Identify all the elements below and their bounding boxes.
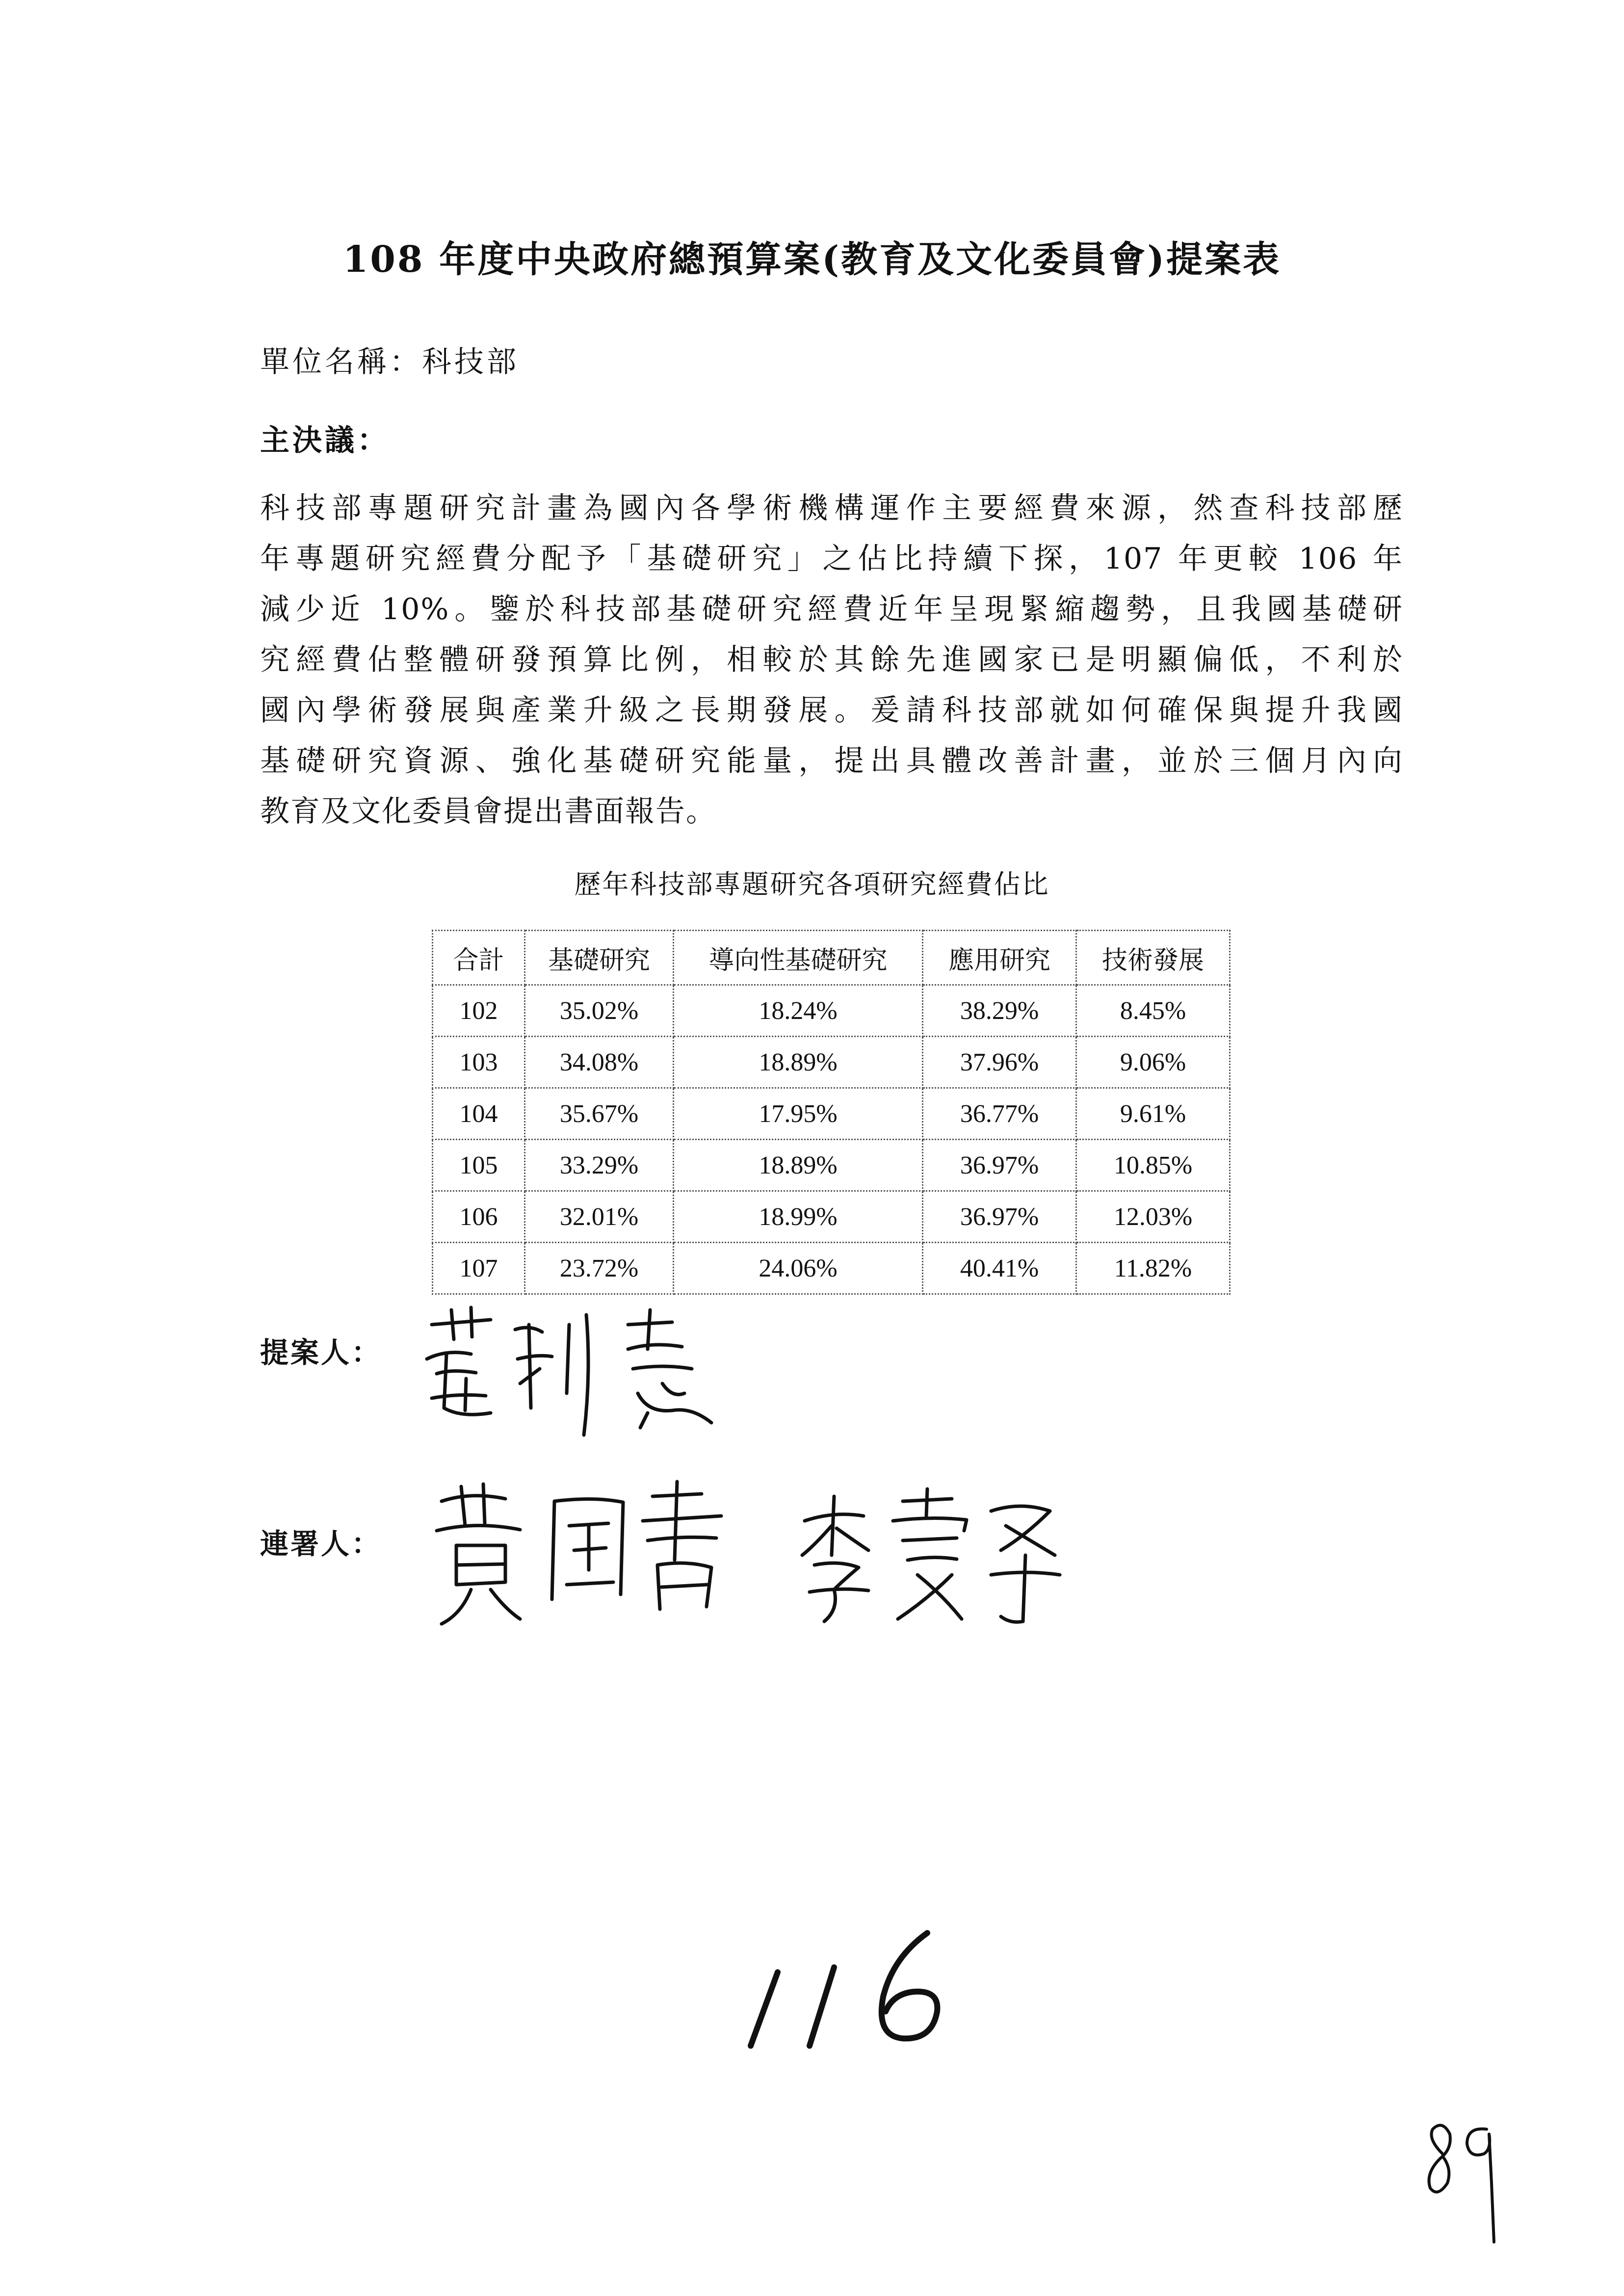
table-caption: 歷年科技部專題研究各項研究經費佔比 [574, 869, 1050, 900]
cosigner-signature-1 [427, 1472, 780, 1634]
table-header-row [433, 931, 1230, 985]
cosigner-signature-2 [795, 1482, 1070, 1629]
document-title: 108 年度中央政府總預算案(教育及文化委員會)提案表 [342, 238, 1282, 281]
table-cell: 9.06% [1076, 1037, 1230, 1088]
table-header-cell: 導向性基礎研究 [674, 931, 923, 985]
table-header-cell: 技術發展 [1076, 931, 1230, 985]
table-row [433, 1088, 1230, 1140]
handwritten-corner-number [1413, 2110, 1511, 2257]
table-cell: 17.95% [674, 1088, 923, 1140]
proposer-signature [417, 1295, 736, 1457]
table-cell-year: 102 [433, 985, 525, 1037]
table-header-cell: 應用研究 [923, 931, 1076, 985]
table-cell-year: 103 [433, 1037, 525, 1088]
table-cell: 12.03% [1076, 1191, 1230, 1243]
table-cell: 23.72% [525, 1243, 674, 1294]
body-line-2: 年專題研究經費分配予「基礎研究」之佔比持續下探，107 年更較 106 年 [260, 542, 1403, 576]
table-header-cell: 基礎研究 [525, 931, 674, 985]
body-line-5: 國內學術發展與產業升級之長期發展。爰請科技部就如何確保與提升我國 [260, 693, 1403, 728]
table-cell-year: 106 [433, 1191, 525, 1243]
handwritten-page-number [736, 1913, 991, 2061]
research-funding-table [432, 930, 1231, 1295]
table-cell: 24.06% [674, 1243, 923, 1294]
unit-name-line: 單位名稱：科技部 [260, 345, 519, 379]
table-cell: 38.29% [923, 985, 1076, 1037]
decision-body-text [260, 483, 1403, 837]
table-cell: 8.45% [1076, 985, 1230, 1037]
table-header-cell: 合計 [433, 931, 525, 985]
table-cell: 9.61% [1076, 1088, 1230, 1140]
main-decision-label: 主決議： [260, 423, 390, 458]
table-cell: 33.29% [525, 1140, 674, 1191]
table-cell: 18.89% [674, 1037, 923, 1088]
body-line-3: 減少近 10%。鑒於科技部基礎研究經費近年呈現緊縮趨勢，且我國基礎研 [260, 592, 1403, 626]
body-line-6: 基礎研究資源、強化基礎研究能量，提出具體改善計畫，並於三個月內向 [260, 744, 1403, 778]
body-line-7: 教育及文化委員會提出書面報告。 [260, 794, 716, 829]
table-cell-year: 104 [433, 1088, 525, 1140]
table-cell: 37.96% [923, 1037, 1076, 1088]
table-cell: 32.01% [525, 1191, 674, 1243]
table-row [433, 1191, 1230, 1243]
table-row [433, 1037, 1230, 1088]
table-cell: 18.99% [674, 1191, 923, 1243]
table-cell: 18.89% [674, 1140, 923, 1191]
cosigner-label: 連署人： [260, 1527, 382, 1561]
table-cell: 35.67% [525, 1088, 674, 1140]
table-cell: 10.85% [1076, 1140, 1230, 1191]
table-cell: 36.97% [923, 1191, 1076, 1243]
table-row [433, 985, 1230, 1037]
table-cell: 36.77% [923, 1088, 1076, 1140]
body-line-4: 究經費佔整體研發預算比例，相較於其餘先進國家已是明顯偏低，不利於 [260, 643, 1403, 677]
table-row [433, 1243, 1230, 1294]
table-cell: 11.82% [1076, 1243, 1230, 1294]
proposer-label: 提案人： [260, 1336, 382, 1369]
table-cell: 40.41% [923, 1243, 1076, 1294]
table-cell: 34.08% [525, 1037, 674, 1088]
body-line-1: 科技部專題研究計畫為國內各學術機構運作主要經費來源，然查科技部歷 [260, 491, 1403, 525]
table-cell: 36.97% [923, 1140, 1076, 1191]
table-row [433, 1140, 1230, 1191]
table-cell-year: 107 [433, 1243, 525, 1294]
table-cell-year: 105 [433, 1140, 525, 1191]
table-cell: 35.02% [525, 985, 674, 1037]
table-cell: 18.24% [674, 985, 923, 1037]
